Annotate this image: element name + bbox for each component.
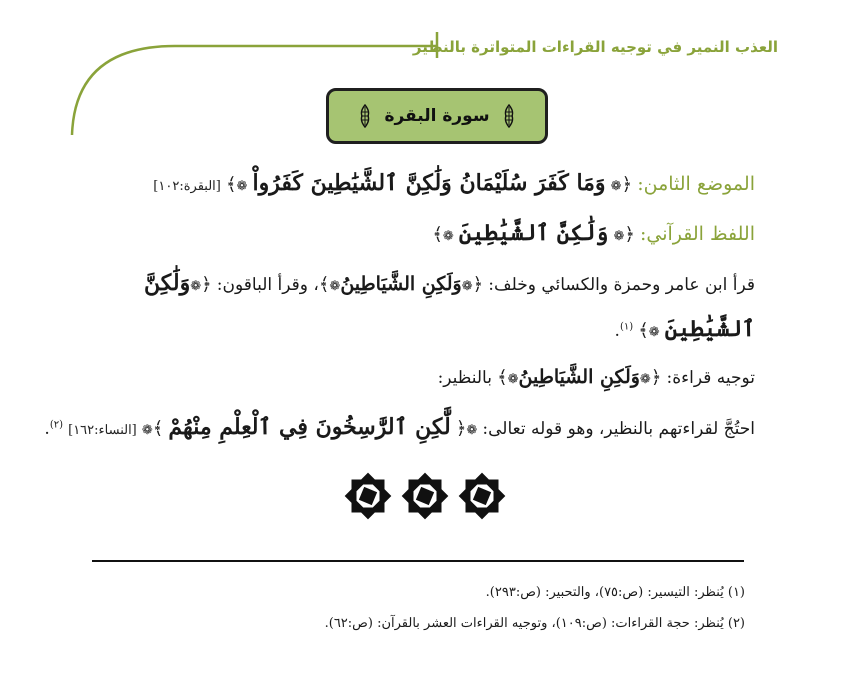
reading-two-part1: وَلَٰكِنَّ bbox=[144, 270, 191, 296]
readings-line-continued bbox=[80, 316, 755, 342]
surah-name: سورة البقرة bbox=[384, 106, 490, 126]
footnote-reference-1[interactable]: (١) bbox=[619, 321, 634, 333]
flower-ornament-icon: ❁ bbox=[461, 279, 473, 294]
sentence-end: . bbox=[44, 419, 50, 439]
flower-ornament-icon: ❁ bbox=[507, 372, 519, 387]
flower-ornament-icon: ❁ bbox=[190, 279, 202, 294]
readings-middle: ، وقرأ الباقون: bbox=[216, 275, 319, 295]
surah-title-box bbox=[326, 88, 548, 144]
ayah-open-bracket: ﴿ bbox=[455, 418, 467, 439]
footnote-2: (٢) يُنظر: حجة القراءات: (ص:١٠٩)، وتوجيه القراءات العشر بالقرآن: (ص:٦٢). bbox=[324, 616, 745, 631]
verse-line bbox=[80, 170, 755, 196]
running-header-title: العذب النمير في توجيه القراءات المتواترة بالنظير bbox=[412, 38, 778, 56]
flower-ornament-icon: ❁ bbox=[329, 279, 341, 294]
flower-ornament-icon: ❁ bbox=[236, 179, 248, 194]
footnote-1: (١) يُنظر: التيسير: (ص:٧٥)، والتحبير: (ص:٢٩٣). bbox=[485, 585, 745, 600]
sentence-end: . bbox=[614, 321, 620, 341]
ayah-close-bracket: ﴾ bbox=[497, 367, 508, 388]
leaf-ornament-icon bbox=[502, 103, 516, 129]
tawjih-suffix: بالنظير: bbox=[437, 368, 492, 388]
flower-ornament-icon: ❁ bbox=[648, 325, 660, 340]
ayah-open-bracket: ﴿ bbox=[472, 274, 484, 295]
ayah-close-bracket: ﴾ bbox=[152, 418, 164, 439]
quranic-word: وَلَٰكِنَّ ٱلشَّيَٰطِينَ bbox=[458, 220, 609, 246]
ayah-close-bracket: ﴾ bbox=[318, 274, 330, 295]
evidence-line bbox=[44, 414, 755, 440]
leaf-ornament-icon bbox=[358, 103, 372, 129]
ayah-open-bracket: ﴿ bbox=[201, 274, 212, 295]
ayah-open-bracket: ﴿ bbox=[650, 367, 662, 388]
quran-verse: وَمَا كَفَرَ سُلَيْمَانُ وَلَٰكِنَّ ٱلشَّيَٰطِينَ كَفَرُواْ bbox=[252, 170, 606, 196]
section-divider-ornament bbox=[344, 472, 506, 520]
eight-point-star-icon bbox=[458, 472, 506, 520]
tawjih-intro: توجيه قراءة: bbox=[666, 368, 755, 388]
flower-ornament-icon: ❁ bbox=[610, 179, 622, 194]
flower-ornament-icon: ❁ bbox=[141, 423, 153, 438]
flower-ornament-icon: ❁ bbox=[613, 229, 625, 244]
evidence-intro: احتُجَّ لقراءتهم بالنظير، وهو قوله تعالى: bbox=[482, 419, 755, 439]
verse-reference: [البقرة:١٠٢] bbox=[153, 179, 221, 194]
word-label: اللفظ القرآني: bbox=[639, 223, 755, 245]
reading-two-part2: ٱلشَّيَٰطِينَ bbox=[664, 316, 755, 342]
position-label: الموضع الثامن: bbox=[637, 173, 755, 195]
tawjih-line bbox=[80, 366, 755, 389]
ayah-open-bracket: ﴿ bbox=[621, 174, 633, 195]
evidence-reference: [النساء:١٦٢] bbox=[68, 423, 137, 438]
flower-ornament-icon: ❁ bbox=[442, 229, 454, 244]
readings-intro: قرأ ابن عامر وحمزة والكسائي وخلف: bbox=[488, 275, 755, 295]
quranic-word-line bbox=[80, 220, 755, 246]
eight-point-star-icon bbox=[344, 472, 392, 520]
tawjih-reading: وَلَكِنِ الشَّيَاطِينُ bbox=[518, 366, 640, 388]
eight-point-star-icon bbox=[401, 472, 449, 520]
ayah-close-bracket: ﴾ bbox=[225, 174, 237, 195]
flower-ornament-icon: ❁ bbox=[639, 372, 651, 387]
flower-ornament-icon: ❁ bbox=[466, 423, 478, 438]
footnote-separator bbox=[92, 560, 744, 562]
evidence-ayah: لَّٰكِنِ ٱلرَّٰسِخُونَ فِي ٱلْعِلْمِ مِنْهُمْ bbox=[168, 414, 451, 440]
ayah-close-bracket: ﴾ bbox=[432, 224, 443, 245]
ayah-open-bracket: ﴿ bbox=[624, 224, 635, 245]
ayah-close-bracket: ﴾ bbox=[638, 320, 649, 341]
readings-line bbox=[80, 270, 755, 296]
reading-one: وَلَكِنِ الشَّيَاطِينُ bbox=[340, 273, 462, 295]
footnote-reference-2[interactable]: (٢) bbox=[49, 419, 64, 431]
